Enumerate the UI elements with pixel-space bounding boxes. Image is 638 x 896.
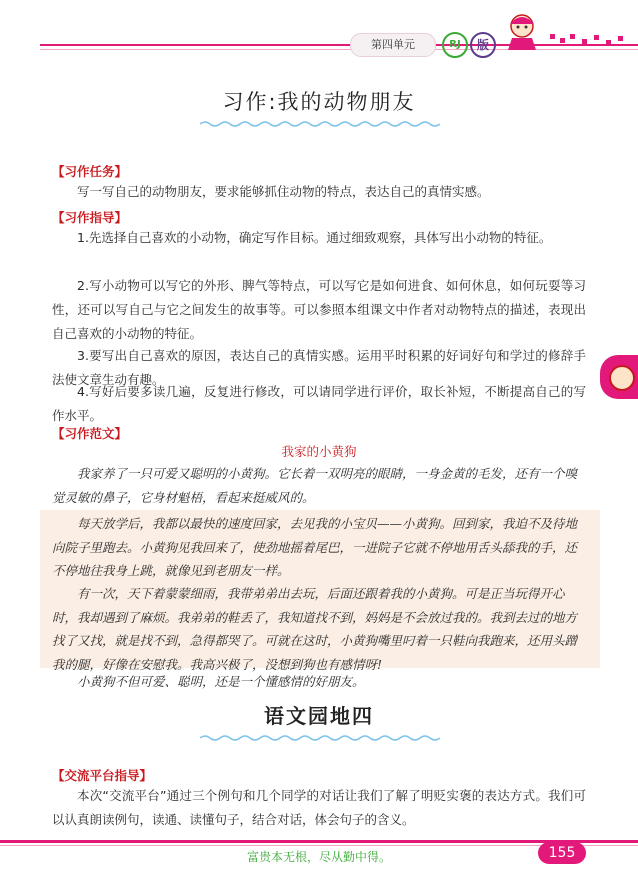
- header-rule: [40, 44, 638, 46]
- task-text: 写一写自己的动物朋友，要求能够抓住动物的特点，表达自己的真情实感。: [77, 184, 490, 199]
- section-wavy-underline: [200, 734, 440, 742]
- page-number: 155: [538, 842, 586, 864]
- sample-label: 【习作范文】: [52, 426, 128, 441]
- guide-label: 【习作指导】: [52, 210, 128, 225]
- unit-badge: 第四单元: [350, 33, 436, 57]
- footer-rule: [0, 840, 638, 843]
- edition-badge: 版: [470, 32, 496, 58]
- sample-paragraph-4: 小黄狗不但可爱、聪明，还是一个懂感情的好朋友。: [77, 674, 365, 689]
- sample-paragraph-3: 有一次，天下着蒙蒙细雨，我带弟弟出去玩，后面还跟着我的小黄狗。可是正当玩得开心时，我却遇到了麻烦。我弟弟的鞋丢了，我知道找不到，妈妈是不会放过我的。我到去过的地方找了又找，就是找不到，急得都哭了。可就在这时，小黄狗嘴里叼着一只鞋向我跑来，还用头蹭我的腿，好像在安慰我。我高兴极了，没想到狗也有感情呀!: [52, 586, 578, 672]
- mascot-girl-icon: [500, 8, 544, 52]
- guide-item-3: 3.要写出自己喜欢的原因，表达自己的真情实感。运用平时积累的好词好句和学过的修辞手法使文章生动有趣。: [52, 348, 586, 387]
- cartoon-face-icon: [609, 365, 635, 391]
- platform-label: 【交流平台指导】: [52, 768, 153, 783]
- page-title: 习作:我的动物朋友: [222, 90, 416, 114]
- guide-item-2: 2.写小动物可以写它的外形、脾气等特点，可以写它是如何进食、如何休息，如何玩耍等习性，还可以写自己与它之间发生的故事等。可以参照本组课文中作者对动物特点的描述，表现出自己喜欢的小动物的特征。: [52, 278, 586, 341]
- side-tab: [600, 355, 638, 399]
- guide-item-1: 1.先选择自己喜欢的小动物，确定写作目标。通过细致观察，具体写出小动物的特征。: [77, 230, 552, 245]
- footer-motto: 富贵本无根，尽从勤中得。: [246, 850, 391, 864]
- guide-item-4: 4.写好后要多读几遍，反复进行修改，可以请同学进行评价，取长补短，不断提高自己的写作水平。: [52, 384, 586, 423]
- platform-text: 本次“交流平台”通过三个例句和几个同学的对话让我们了解了明贬实褒的表达方式。我们可以认真朗读例句，读通、读懂句子，结合对话，体会句子的含义。: [52, 788, 586, 827]
- rj-badge: RJ: [442, 32, 468, 58]
- task-label: 【习作任务】: [52, 164, 128, 179]
- section-title: 语文园地四: [264, 704, 374, 728]
- sample-title: 我家的小黄狗: [281, 444, 357, 459]
- title-wavy-underline: [200, 120, 440, 128]
- sample-paragraph-1: 我家养了一只可爱又聪明的小黄狗。它长着一双明亮的眼睛，一身金黄的毛发，还有一个嗅觉灵敏的鼻子，它身材魁梧，看起来挺威风的。: [52, 466, 578, 505]
- sample-paragraph-2: 每天放学后，我都以最快的速度回家，去见我的小宝贝——小黄狗。回到家，我迫不及待地向院子里跑去。小黄狗见我回来了，使劲地摇着尾巴，一进院子它就不停地用舌头舔我的手，还不停地往我身上跳，就像见到老朋友一样。: [52, 516, 578, 578]
